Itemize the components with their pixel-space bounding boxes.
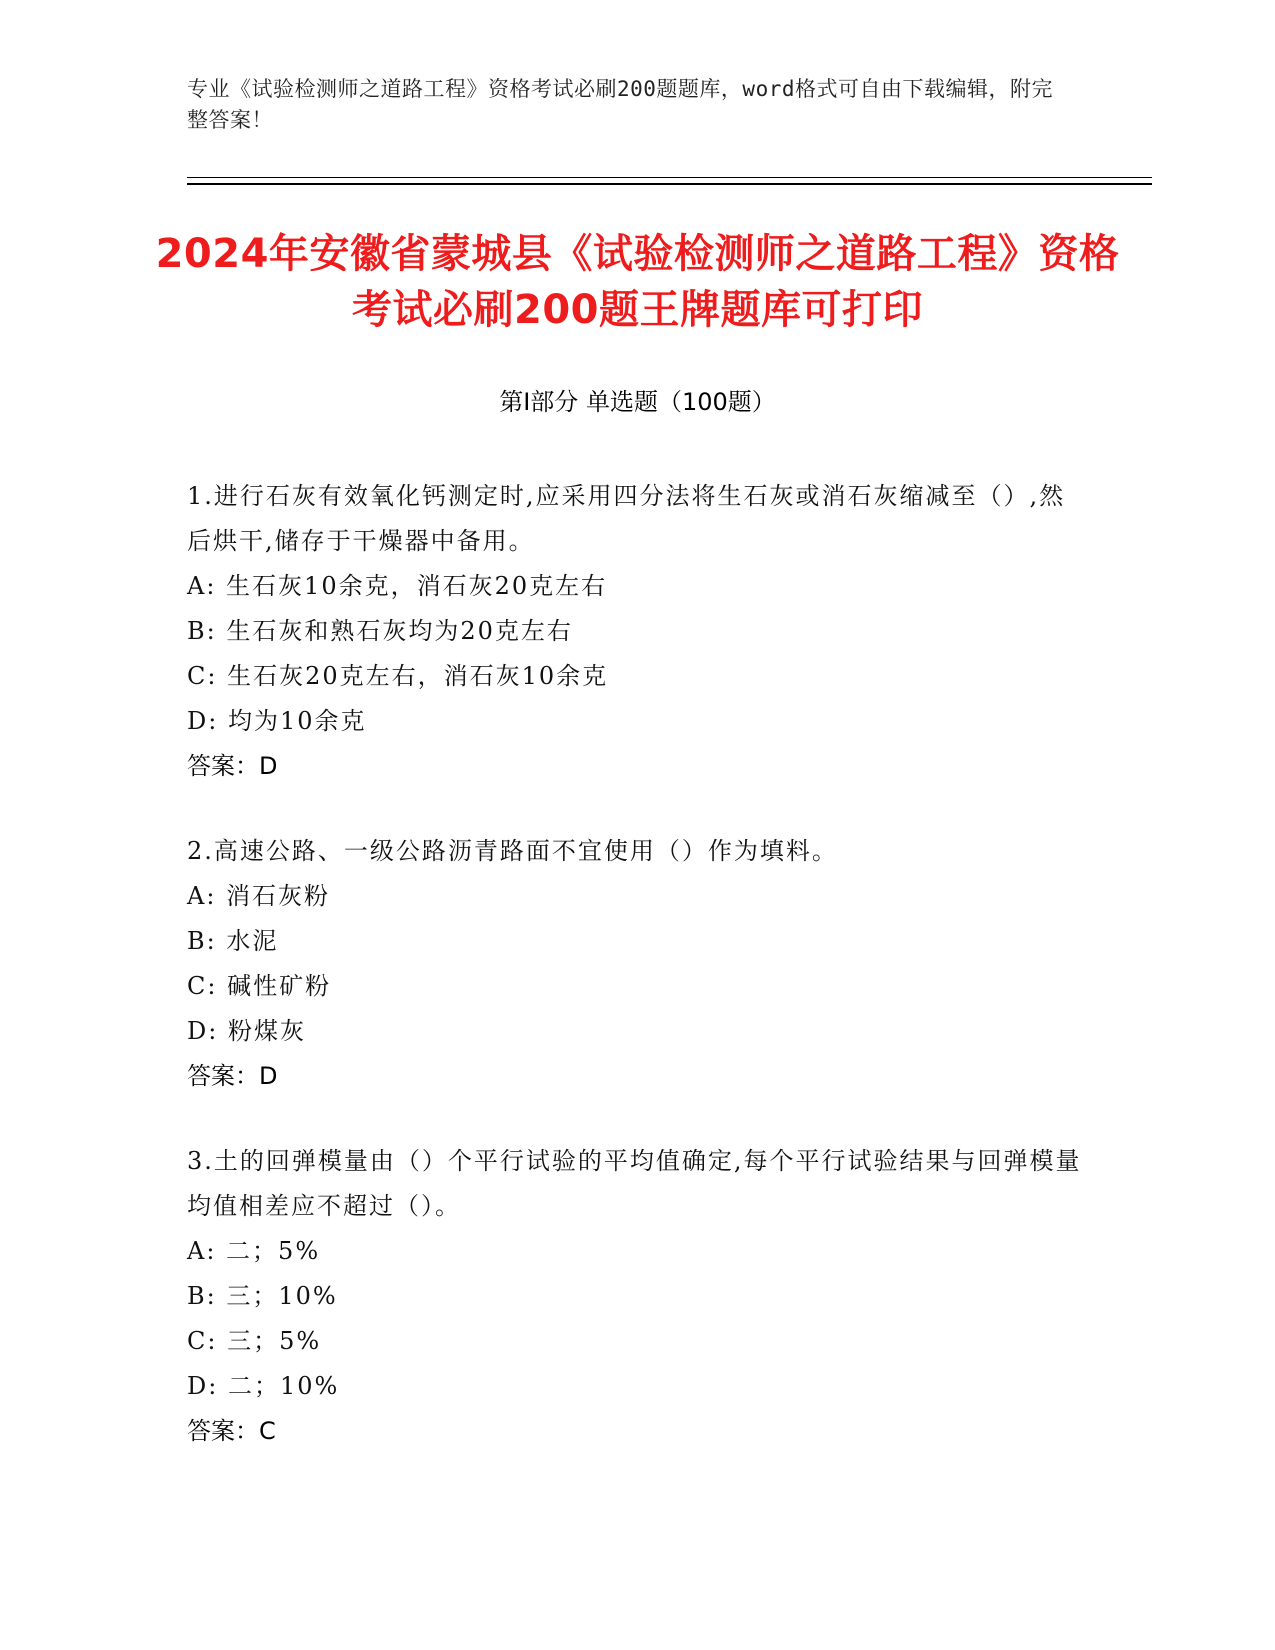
option-a: A: 二；5% [187, 1237, 321, 1265]
question-2 [187, 829, 1087, 1099]
option-c: C: 三；5% [187, 1327, 322, 1355]
question-stem: 2.高速公路、一级公路沥青路面不宜使用（）作为填料。 [187, 837, 838, 865]
option-a: A: 生石灰10余克，消石灰20克左右 [187, 572, 608, 600]
answer-line: 答案：C [187, 1417, 276, 1445]
option-b: B: 生石灰和熟石灰均为20克左右 [187, 617, 573, 645]
header-note: 专业《试验检测师之道路工程》资格考试必刷200题题库，word格式可自由下载编辑，附完整答案！ [187, 77, 1053, 132]
header-divider-thin [187, 177, 1152, 178]
question-stem: 1.进行石灰有效氧化钙测定时,应采用四分法将生石灰或消石灰缩减至（）,然后烘干,储存于干燥器中备用。 [187, 482, 1066, 555]
answer-line: 答案：D [187, 1062, 278, 1090]
answer-line: 答案：D [187, 752, 278, 780]
document-title: 2024年安徽省蒙城县《试验检测师之道路工程》资格考试必刷200题王牌题库可打印 [155, 231, 1120, 333]
question-list [187, 474, 1087, 1494]
option-b: B: 三；10% [187, 1282, 338, 1310]
header-divider-thick [187, 183, 1152, 185]
option-a: A: 消石灰粉 [187, 882, 331, 910]
option-c: C: 生石灰20克左右，消石灰10余克 [187, 662, 609, 690]
option-d: D: 均为10余克 [187, 707, 367, 735]
question-stem: 3.土的回弹模量由（）个平行试验的平均值确定,每个平行试验结果与回弹模量均值相差应不超过（）。 [187, 1147, 1082, 1220]
option-d: D: 二；10% [187, 1372, 340, 1400]
question-1 [187, 474, 1087, 789]
option-b: B: 水泥 [187, 927, 279, 955]
section-heading: 第Ⅰ部分 单选题（100题） [499, 388, 776, 416]
option-d: D: 粉煤灰 [187, 1017, 306, 1045]
question-3 [187, 1139, 1087, 1454]
option-c: C: 碱性矿粉 [187, 972, 332, 1000]
